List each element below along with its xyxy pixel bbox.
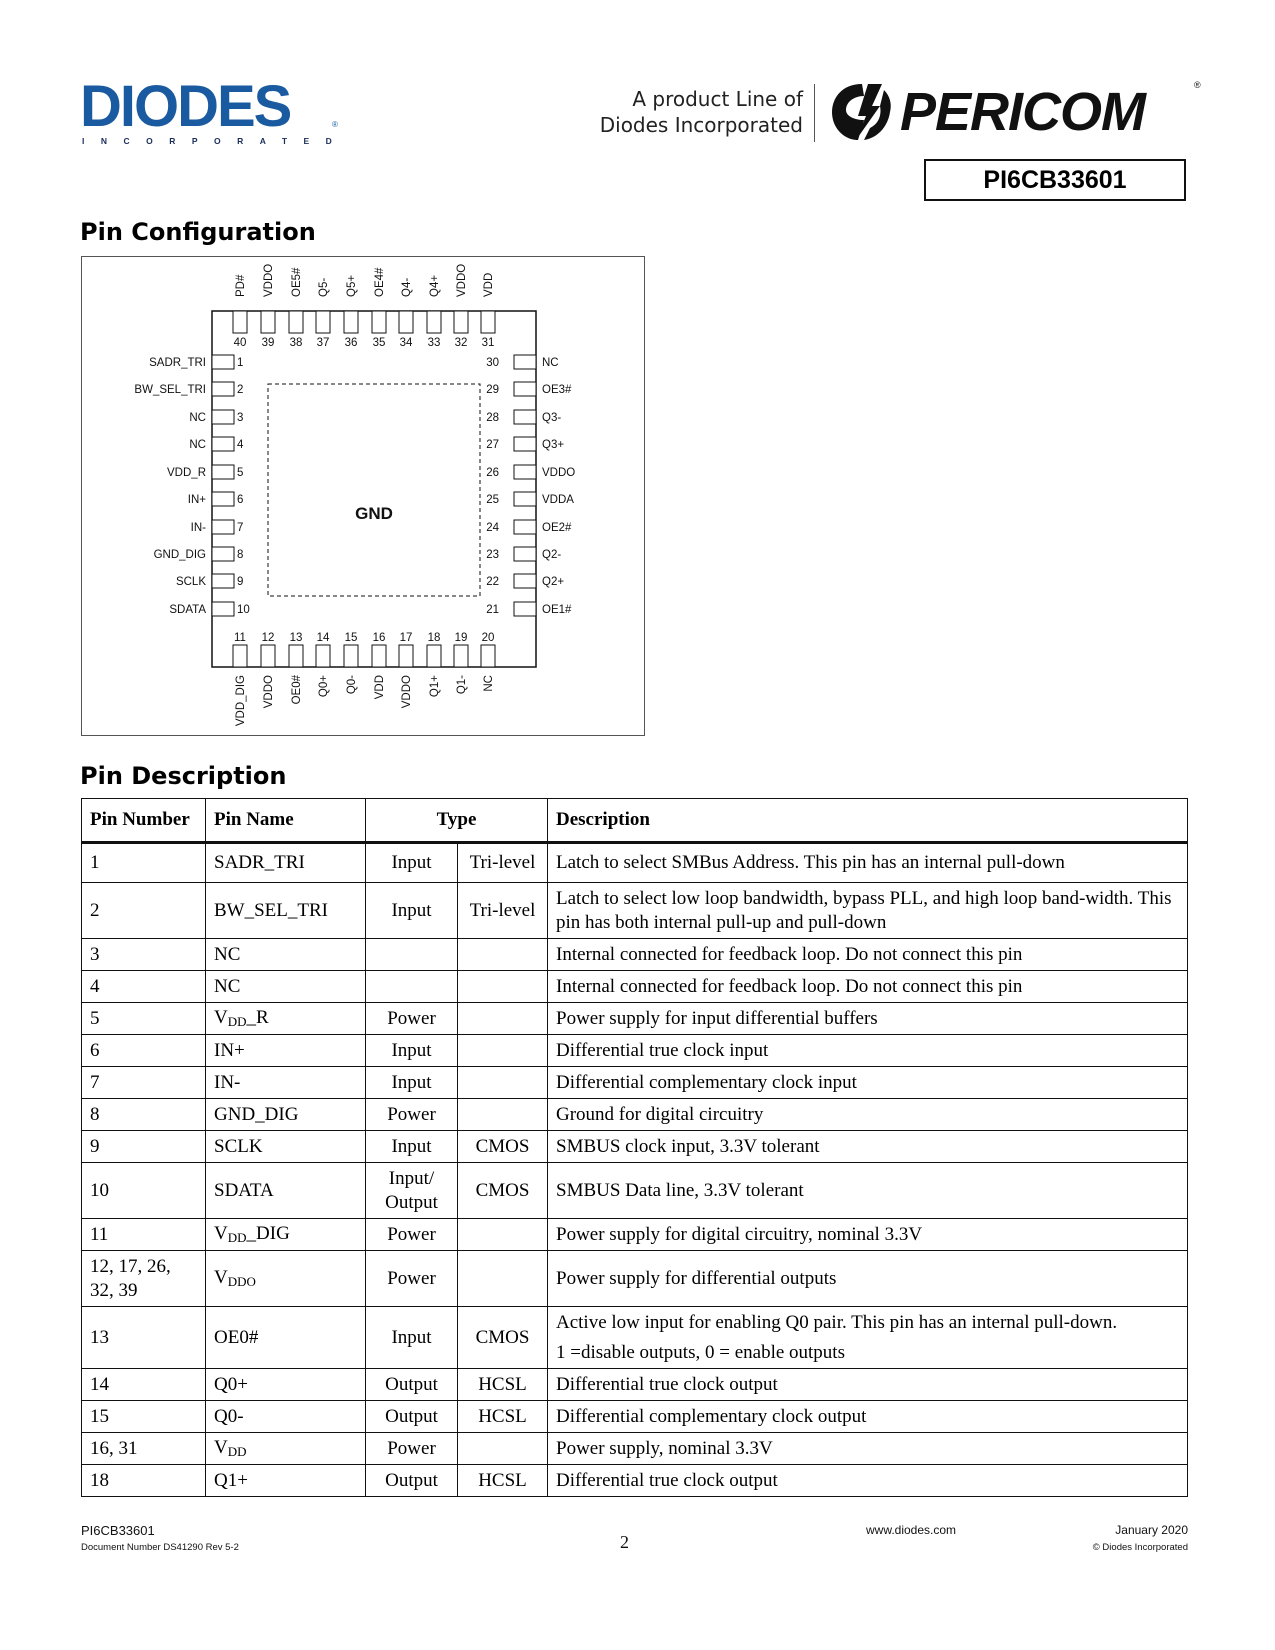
pin-name: IN-	[190, 522, 206, 534]
table-row	[82, 1369, 1188, 1401]
pin-pad	[212, 602, 234, 616]
header-type: Type	[366, 799, 548, 843]
cell-pin-type: Power	[366, 1433, 458, 1465]
pin-number: 20	[481, 632, 495, 644]
diodes-logo-subtext: INCORPORATED	[82, 136, 349, 146]
pin-number: 8	[237, 549, 244, 561]
pin-diagram	[81, 256, 645, 736]
pin-pad	[514, 437, 536, 451]
cell-pin-number: 2	[82, 883, 206, 939]
cell-description: Ground for digital circuitry	[548, 1099, 1188, 1131]
header-pin-name: Pin Name	[206, 799, 366, 843]
table-row	[82, 1099, 1188, 1131]
pin-diagram-svg	[82, 257, 644, 735]
pin-name-main: V	[214, 1437, 228, 1458]
pin-number: 17	[399, 632, 413, 644]
cell-description: Internal connected for feedback loop. Do not connect this pin	[548, 971, 1188, 1003]
cell-pin-type	[366, 971, 458, 1003]
pin-number: 36	[344, 337, 358, 349]
pin-number: 37	[316, 337, 330, 349]
pin-pad	[427, 311, 441, 333]
cell-description: Internal connected for feedback loop. Do not connect this pin	[548, 939, 1188, 971]
pin-number: 7	[237, 522, 244, 534]
pin-name-subscript: DD	[227, 1014, 247, 1029]
cell-pin-number: 3	[82, 939, 206, 971]
cell-pin-type: Power	[366, 1003, 458, 1035]
pin-name: NC	[189, 439, 206, 451]
table-row	[82, 939, 1188, 971]
registered-mark: ®	[1194, 80, 1201, 90]
pin-number: 5	[237, 467, 244, 479]
cell-pin-type: Power	[366, 1219, 458, 1251]
pin-number: 12	[261, 632, 275, 644]
cell-pin-type: Input	[366, 1131, 458, 1163]
pin-name: NC	[483, 675, 495, 692]
cell-pin-number: 4	[82, 971, 206, 1003]
pin-name: VDD_DIG	[235, 675, 247, 727]
pin-name: VDDA	[542, 494, 574, 506]
table-row	[82, 1401, 1188, 1433]
cell-description: SMBUS clock input, 3.3V tolerant	[548, 1131, 1188, 1163]
cell-pin-level: HCSL	[458, 1401, 548, 1433]
cell-pin-number: 9	[82, 1131, 206, 1163]
pin-number: 27	[486, 439, 499, 451]
pin-number: 16	[372, 632, 386, 644]
pin-name: Q1-	[456, 675, 468, 695]
pin-name: Q3+	[542, 439, 565, 451]
pin-pad	[212, 465, 234, 479]
table-row	[82, 1035, 1188, 1067]
cell-description: Differential true clock output	[548, 1465, 1188, 1497]
header-divider	[814, 84, 815, 142]
pin-number: 29	[486, 384, 499, 396]
pin-pad	[316, 311, 330, 333]
pin-number: 19	[454, 632, 468, 644]
pin-pad	[212, 437, 234, 451]
pin-name: VDDO	[542, 467, 576, 479]
pericom-logo-text: PERICOM	[900, 82, 1146, 142]
cell-pin-number: 12, 17, 26, 32, 39	[82, 1251, 206, 1307]
cell-pin-name: GND_DIG	[206, 1099, 366, 1131]
pin-name: OE2#	[542, 522, 572, 534]
cell-pin-number: 8	[82, 1099, 206, 1131]
pin-name: Q0+	[318, 675, 330, 698]
cell-description: Power supply, nominal 3.3V	[548, 1433, 1188, 1465]
table-row	[82, 883, 1188, 939]
pin-number: 26	[486, 467, 499, 479]
pin-pad	[514, 492, 536, 506]
cell-pin-type: Input	[366, 883, 458, 939]
footer-copyright: © Diodes Incorporated	[1092, 1542, 1188, 1553]
pin-number: 9	[237, 576, 244, 588]
pin-pad	[212, 574, 234, 588]
pin-pad	[261, 645, 275, 667]
pin-pad	[344, 645, 358, 667]
pin-pad	[233, 645, 247, 667]
cell-description: Power supply for differential outputs	[548, 1251, 1188, 1307]
cell-description: Differential complementary clock input	[548, 1067, 1188, 1099]
pin-number: 35	[372, 337, 386, 349]
cell-pin-level	[458, 939, 548, 971]
pin-number: 2	[237, 384, 244, 396]
pin-name: Q5+	[346, 274, 358, 297]
pin-name: OE0#	[291, 675, 303, 705]
cell-pin-type: Input	[366, 1307, 458, 1369]
cell-pin-name: SCLK	[206, 1131, 366, 1163]
pin-name: OE3#	[542, 384, 572, 396]
cell-pin-type: Output	[366, 1369, 458, 1401]
pin-name-subscript: DDO	[227, 1274, 256, 1289]
header-pin-number: Pin Number	[82, 799, 206, 843]
pericom-emblem-icon	[828, 80, 896, 144]
table-row	[82, 843, 1188, 883]
pin-name: OE5#	[291, 267, 303, 297]
cell-pin-level: CMOS	[458, 1163, 548, 1219]
pin-number: 33	[427, 337, 441, 349]
cell-pin-number: 6	[82, 1035, 206, 1067]
pin-number: 38	[289, 337, 303, 349]
pin-name: VDD	[483, 272, 495, 297]
cell-pin-level: HCSL	[458, 1369, 548, 1401]
table-row	[82, 1067, 1188, 1099]
pin-pad	[372, 311, 386, 333]
cell-pin-name: Q0-	[206, 1401, 366, 1433]
cell-description: Power supply for digital circuitry, nominal 3.3V	[548, 1219, 1188, 1251]
pin-name: VDDO	[401, 675, 413, 709]
table-row	[82, 1307, 1188, 1369]
product-line-2: Diodes Incorporated	[599, 113, 803, 137]
pin-description-title: Pin Description	[80, 762, 287, 790]
cell-pin-number: 15	[82, 1401, 206, 1433]
pin-number: 30	[486, 357, 499, 369]
cell-pin-level: HCSL	[458, 1465, 548, 1497]
pin-number: 4	[237, 439, 244, 451]
cell-pin-name: Q0+	[206, 1369, 366, 1401]
pin-pad	[454, 311, 468, 333]
footer-date: January 2020	[1115, 1523, 1188, 1537]
cell-pin-type: Input	[366, 1067, 458, 1099]
cell-pin-level	[458, 1099, 548, 1131]
footer-doc-number: Document Number DS41290 Rev 5-2	[81, 1542, 239, 1553]
table-header-row	[82, 799, 1188, 843]
pin-pad	[514, 602, 536, 616]
cell-description	[548, 1307, 1188, 1369]
pin-config-title: Pin Configuration	[80, 218, 316, 246]
cell-description: Power supply for input differential buffers	[548, 1003, 1188, 1035]
description-line: Active low input for enabling Q0 pair. This pin has an internal pull-down.	[556, 1311, 1118, 1333]
cell-pin-name	[206, 1003, 366, 1035]
pin-name: VDD	[374, 675, 386, 700]
pin-name: IN+	[187, 494, 206, 506]
pin-name: Q2-	[542, 549, 562, 561]
table-row	[82, 1219, 1188, 1251]
pin-number: 3	[237, 412, 244, 424]
pin-name: PD#	[235, 274, 247, 297]
cell-pin-number: 11	[82, 1219, 206, 1251]
description-line: 1 =disable outputs, 0 = enable outputs	[556, 1341, 845, 1363]
cell-pin-level: CMOS	[458, 1131, 548, 1163]
pin-name: BW_SEL_TRI	[134, 384, 206, 396]
pin-number: 6	[237, 494, 244, 506]
cell-pin-level	[458, 1035, 548, 1067]
gnd-pad-label: GND	[355, 504, 393, 523]
cell-pin-level	[458, 1433, 548, 1465]
cell-description: SMBUS Data line, 3.3V tolerant	[548, 1163, 1188, 1219]
cell-pin-name: OE0#	[206, 1307, 366, 1369]
cell-pin-level: Tri-level	[458, 843, 548, 883]
pin-name: GND_DIG	[153, 549, 206, 561]
footer-part: PI6CB33601	[81, 1523, 155, 1538]
cell-pin-name: NC	[206, 971, 366, 1003]
cell-description: Differential complementary clock output	[548, 1401, 1188, 1433]
cell-pin-number: 10	[82, 1163, 206, 1219]
pin-number: 34	[399, 337, 413, 349]
pin-name: VDDO	[263, 263, 275, 297]
diodes-logo	[80, 74, 349, 148]
pin-number: 18	[427, 632, 441, 644]
pin-pad	[481, 645, 495, 667]
pin-pad	[514, 382, 536, 396]
pin-number: 31	[481, 337, 495, 349]
cell-pin-name: IN-	[206, 1067, 366, 1099]
cell-pin-number: 7	[82, 1067, 206, 1099]
pin-number: 10	[237, 604, 250, 616]
pin-pad	[289, 311, 303, 333]
cell-pin-name: IN+	[206, 1035, 366, 1067]
pin-name: Q0-	[346, 675, 358, 695]
pin-pad	[399, 311, 413, 333]
table-row	[82, 1163, 1188, 1219]
pin-name-main: V	[214, 1223, 228, 1244]
pin-pad	[212, 355, 234, 369]
pin-name: VDDO	[263, 675, 275, 709]
pin-number: 24	[486, 522, 499, 534]
pin-name-subscript: DD	[227, 1230, 247, 1245]
cell-pin-type: Input	[366, 843, 458, 883]
pin-pad	[481, 311, 495, 333]
pin-name: Q2+	[542, 576, 565, 588]
pin-name-suffix: _R	[246, 1007, 269, 1028]
pin-pad	[514, 520, 536, 534]
pin-number: 25	[486, 494, 499, 506]
pin-name: Q4+	[429, 274, 441, 297]
pin-number: 28	[486, 412, 499, 424]
table-row	[82, 1433, 1188, 1465]
pin-number: 23	[486, 549, 499, 561]
pin-name: VDD_R	[167, 467, 206, 479]
cell-pin-level	[458, 971, 548, 1003]
cell-description: Latch to select low loop bandwidth, bypass PLL, and high loop band-width. This pin has both internal pull-up and pull-down	[548, 883, 1188, 939]
pin-pad	[514, 355, 536, 369]
cell-pin-name: Q1+	[206, 1465, 366, 1497]
pin-name: Q4-	[401, 277, 413, 297]
pin-number: 39	[261, 337, 275, 349]
cell-pin-number: 14	[82, 1369, 206, 1401]
pin-name: Q3-	[542, 412, 562, 424]
cell-pin-type: Input	[366, 1035, 458, 1067]
cell-pin-type: Power	[366, 1251, 458, 1307]
pin-pad	[261, 311, 275, 333]
cell-pin-type	[366, 939, 458, 971]
header-description: Description	[548, 799, 1188, 843]
pin-pad	[289, 645, 303, 667]
table-row	[82, 1251, 1188, 1307]
part-number-box: PI6CB33601	[924, 159, 1186, 201]
product-line-text	[600, 86, 803, 138]
pin-pad	[212, 520, 234, 534]
page-number: 2	[620, 1532, 629, 1552]
pin-number: 21	[486, 604, 499, 616]
pin-name: NC	[542, 357, 559, 369]
pin-number: 11	[234, 632, 246, 644]
pin-pad	[427, 645, 441, 667]
cell-pin-name	[206, 1219, 366, 1251]
cell-description: Latch to select SMBus Address. This pin has an internal pull-down	[548, 843, 1188, 883]
pin-name-main: V	[214, 1007, 228, 1028]
pin-name: OE1#	[542, 604, 572, 616]
diodes-logo-text: DIODES	[80, 74, 291, 139]
pin-pad	[454, 645, 468, 667]
cell-pin-name: SDATA	[206, 1163, 366, 1219]
registered-mark: ®	[332, 120, 338, 129]
pin-number: 22	[486, 576, 499, 588]
pericom-logo	[828, 80, 1201, 144]
table-row	[82, 971, 1188, 1003]
pin-pad	[233, 311, 247, 333]
cell-pin-type: Output	[366, 1401, 458, 1433]
pin-number: 40	[233, 337, 247, 349]
ground-pad	[268, 384, 480, 596]
pin-pad	[212, 492, 234, 506]
pin-pad	[372, 645, 386, 667]
pin-pad	[514, 547, 536, 561]
cell-pin-name: NC	[206, 939, 366, 971]
cell-pin-name	[206, 1251, 366, 1307]
cell-description: Differential true clock output	[548, 1369, 1188, 1401]
pin-description-table	[81, 798, 1188, 1497]
footer-website[interactable]: www.diodes.com	[866, 1523, 957, 1537]
pin-number: 13	[289, 632, 303, 644]
cell-pin-number: 1	[82, 843, 206, 883]
cell-pin-level	[458, 1251, 548, 1307]
table-row	[82, 1003, 1188, 1035]
cell-pin-name: BW_SEL_TRI	[206, 883, 366, 939]
cell-pin-number: 13	[82, 1307, 206, 1369]
cell-pin-number: 18	[82, 1465, 206, 1497]
pin-name: OE4#	[374, 267, 386, 297]
pin-pad	[212, 410, 234, 424]
pin-name: VDDO	[456, 263, 468, 297]
pin-number: 14	[316, 632, 330, 644]
pin-name: NC	[189, 412, 206, 424]
pin-number: 1	[237, 357, 244, 369]
table-row	[82, 1131, 1188, 1163]
table-row	[82, 1465, 1188, 1497]
product-line-1: A product Line of	[632, 87, 803, 111]
pin-pad	[514, 410, 536, 424]
pin-name: SADR_TRI	[149, 357, 206, 369]
pin-pad	[399, 645, 413, 667]
cell-pin-level: CMOS	[458, 1307, 548, 1369]
cell-pin-number: 16, 31	[82, 1433, 206, 1465]
pin-pad	[212, 547, 234, 561]
cell-pin-level	[458, 1067, 548, 1099]
cell-description: Differential true clock input	[548, 1035, 1188, 1067]
pin-pad	[344, 311, 358, 333]
cell-pin-name: SADR_TRI	[206, 843, 366, 883]
pin-name: Q5-	[318, 277, 330, 297]
pin-name: SCLK	[175, 576, 206, 588]
pin-pad	[316, 645, 330, 667]
cell-pin-type: Input/ Output	[366, 1163, 458, 1219]
pin-pad	[514, 574, 536, 588]
pin-name-suffix: _DIG	[246, 1223, 290, 1244]
pin-number: 32	[454, 337, 468, 349]
cell-pin-level	[458, 1003, 548, 1035]
cell-pin-name	[206, 1433, 366, 1465]
cell-pin-level: Tri-level	[458, 883, 548, 939]
pin-name: SDATA	[169, 604, 206, 616]
pin-name-subscript: DD	[227, 1444, 247, 1459]
pin-pad	[514, 465, 536, 479]
cell-pin-level	[458, 1219, 548, 1251]
cell-pin-number: 5	[82, 1003, 206, 1035]
pin-number: 15	[344, 632, 358, 644]
pin-name: Q1+	[429, 675, 441, 698]
cell-pin-type: Output	[366, 1465, 458, 1497]
cell-pin-type: Power	[366, 1099, 458, 1131]
pin-name-main: V	[214, 1267, 228, 1288]
pin-pad	[212, 382, 234, 396]
